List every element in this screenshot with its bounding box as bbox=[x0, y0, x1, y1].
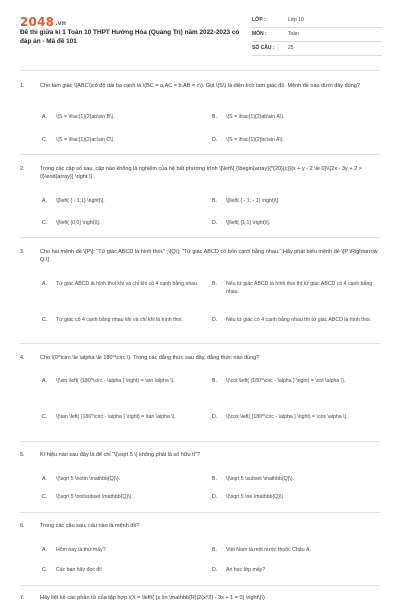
option-key: B. bbox=[212, 547, 217, 553]
option-text: \[\left( { - 1;1} \right)\]. bbox=[56, 198, 105, 204]
option-key: D. bbox=[212, 494, 218, 500]
option-text: \(\sin \left( {180^\circ - \alpha } \right) = \sin \alpha \). bbox=[56, 378, 175, 384]
option-key: C. bbox=[42, 414, 48, 420]
option-key: A. bbox=[42, 114, 47, 120]
question-number: 7. bbox=[20, 595, 25, 600]
option-text: \[\left( {0;0} \right)\]. bbox=[56, 220, 101, 226]
header-divider bbox=[20, 70, 380, 71]
option-text: Hôm nay là thứ mấy? bbox=[56, 547, 106, 553]
option-key: B. bbox=[212, 476, 217, 482]
option-text: An học lớp mấy? bbox=[226, 567, 266, 573]
option-text: Tứ giác ABCD là hình thoi khi và chỉ khi có 4 cạnh bằng nhau. bbox=[56, 281, 199, 287]
option-text: \(\sqrt 5 \subset \mathbb{Q}\). bbox=[226, 476, 295, 482]
option-text: \(\cot \left( {180^\circ - \alpha } \right) = \cot \alpha \). bbox=[226, 378, 346, 384]
option-key: D. bbox=[212, 137, 218, 143]
logo-text: 2048 bbox=[20, 15, 55, 29]
question-7 bbox=[20, 594, 380, 600]
question-divider bbox=[20, 585, 380, 586]
option-text: \(S = \frac{1}{2}bc\sin A\). bbox=[226, 137, 285, 143]
site-logo[interactable] bbox=[20, 15, 66, 29]
option-key: A. bbox=[42, 281, 47, 287]
option-key: C. bbox=[42, 567, 48, 573]
question-text: Trong các cặp số sau, cặp nào không là nghiệm của hệ bất phương trình \[\left\{ {\begin{array}{*{20}{c}}{x + y - 2 \le 0}\\{2x - 3y + 2 > 0}\end{array}} \right.\] . bbox=[40, 166, 362, 180]
question-number: 5. bbox=[20, 452, 25, 458]
info-value: Toán bbox=[288, 31, 299, 37]
question-text: Kí hiệu nào sau đây là để chỉ "\(\sqrt 5 \) không phải là số hữu tỉ"? bbox=[40, 452, 200, 458]
exam-info-panel bbox=[252, 14, 382, 56]
info-row-class bbox=[252, 14, 382, 28]
option-key: C. bbox=[42, 137, 48, 143]
option-key: A. bbox=[42, 198, 47, 204]
question-number: 1. bbox=[20, 83, 25, 89]
logo-suffix: .vn bbox=[55, 20, 67, 27]
question-number: 3. bbox=[20, 249, 25, 255]
option-key: B. bbox=[212, 114, 217, 120]
info-value: 25 bbox=[288, 45, 294, 51]
option-key: B. bbox=[212, 198, 217, 204]
question-number: 6. bbox=[20, 523, 25, 529]
option-text: \(\sqrt 5 \not\subset \mathbb{Q}\). bbox=[56, 494, 133, 500]
option-key: B. bbox=[212, 378, 217, 384]
question-divider bbox=[20, 343, 380, 344]
option-key: A. bbox=[42, 547, 47, 553]
question-text: Hãy liệt kê các phần tử của tập hợp \(X = \left\{ {x \in \mathbb{R}|2{x^2} - 3x + 1 = 0} \right\}\) bbox=[40, 595, 265, 600]
info-label: SỐ CÂU : bbox=[252, 45, 275, 51]
option-text: Các bạn hãy đọc đi! bbox=[56, 567, 102, 573]
option-text: \(\cos \left( {180^\circ - \alpha } \right) = \cos \alpha \). bbox=[226, 414, 348, 420]
option-text: \(S = \frac{1}{2}ab\sin A\). bbox=[226, 114, 285, 120]
option-text: Nếu tứ giác có 4 cạnh bằng nhau thì tứ giác ABCD là hình thoi. bbox=[226, 317, 372, 323]
option-text: \[\left( { - 1; - 1} \right)\]. bbox=[226, 198, 280, 204]
option-key: D. bbox=[212, 567, 218, 573]
option-key: D. bbox=[212, 317, 218, 323]
question-text: Cho \(0^\circ \le \alpha \le 180^\circ \). Trong các đẳng thức sau đây, đẳng thức nào đúng? bbox=[40, 355, 260, 361]
question-text: Cho tam giác \(ABC\)có độ dài ba cạnh là \(BC = a,AC = b,AB = c\). Gọi \(S\) là diện tích tam giác đó. Mệnh đề nào dưới đây đúng? bbox=[40, 83, 360, 89]
option-key: C. bbox=[42, 317, 48, 323]
question-text: Cho hai mệnh đề \[P\]: "Tứ giác ABCD là hình thoi." ;\[Q\]: "Tứ giác ABCD có bốn cạnh bằng nhau." Hãy phát biểu mệnh đề \[P \Rightarrow Q.\] bbox=[40, 249, 378, 263]
info-label: LỚP : bbox=[252, 17, 266, 23]
question-number: 4. bbox=[20, 355, 25, 361]
question-text: Trong các câu sau, câu nào là mệnh đề? bbox=[40, 523, 140, 529]
option-text: \(S = \frac{1}{2}ac\sin C\). bbox=[56, 137, 115, 143]
option-key: A. bbox=[42, 476, 47, 482]
question-divider bbox=[20, 154, 380, 155]
question-divider bbox=[20, 441, 380, 442]
option-text: Nếu tứ giác ABCD là hình thoi thì tứ giác ABCD có 4 cạnh bằng nhau. bbox=[226, 281, 373, 295]
info-value: Lớp 10 bbox=[288, 17, 304, 23]
option-text: \(\sqrt 5 \notin \mathbb{Q}\). bbox=[56, 476, 121, 482]
question-number: 2. bbox=[20, 166, 25, 172]
info-row-count bbox=[252, 42, 382, 56]
option-key: C. bbox=[42, 494, 48, 500]
option-text: \(\tan \left( {180^\circ - \alpha } \right) = \tan \alpha \). bbox=[56, 414, 176, 420]
info-row-subject bbox=[252, 28, 382, 42]
option-text: \(\sqrt 5 \ne \mathbb{Q}\). bbox=[226, 494, 285, 500]
question-divider bbox=[20, 237, 380, 238]
option-text: \(S = \frac{1}{2}ab\sin B\). bbox=[56, 114, 115, 120]
option-key: C. bbox=[42, 220, 48, 226]
option-text: Việt Nam là một nước thuộc Châu Á. bbox=[226, 547, 311, 553]
option-key: D. bbox=[212, 220, 218, 226]
option-text: \[\left( {1;1} \right)\]. bbox=[226, 220, 271, 226]
option-key: D. bbox=[212, 414, 218, 420]
question-divider bbox=[20, 512, 380, 513]
option-key: A. bbox=[42, 378, 47, 384]
info-label: MÔN : bbox=[252, 31, 267, 37]
exam-title: Đề thi giữa kì 1 Toán 10 THPT Hướng Hóa (Quảng Trị) năm 2022-2023 có đáp án - Mã đề 101 bbox=[20, 29, 240, 45]
option-text: Tứ giác có 4 cạnh bằng nhau khi và chỉ khi là hình thoi. bbox=[56, 317, 183, 323]
option-key: B. bbox=[212, 281, 217, 287]
